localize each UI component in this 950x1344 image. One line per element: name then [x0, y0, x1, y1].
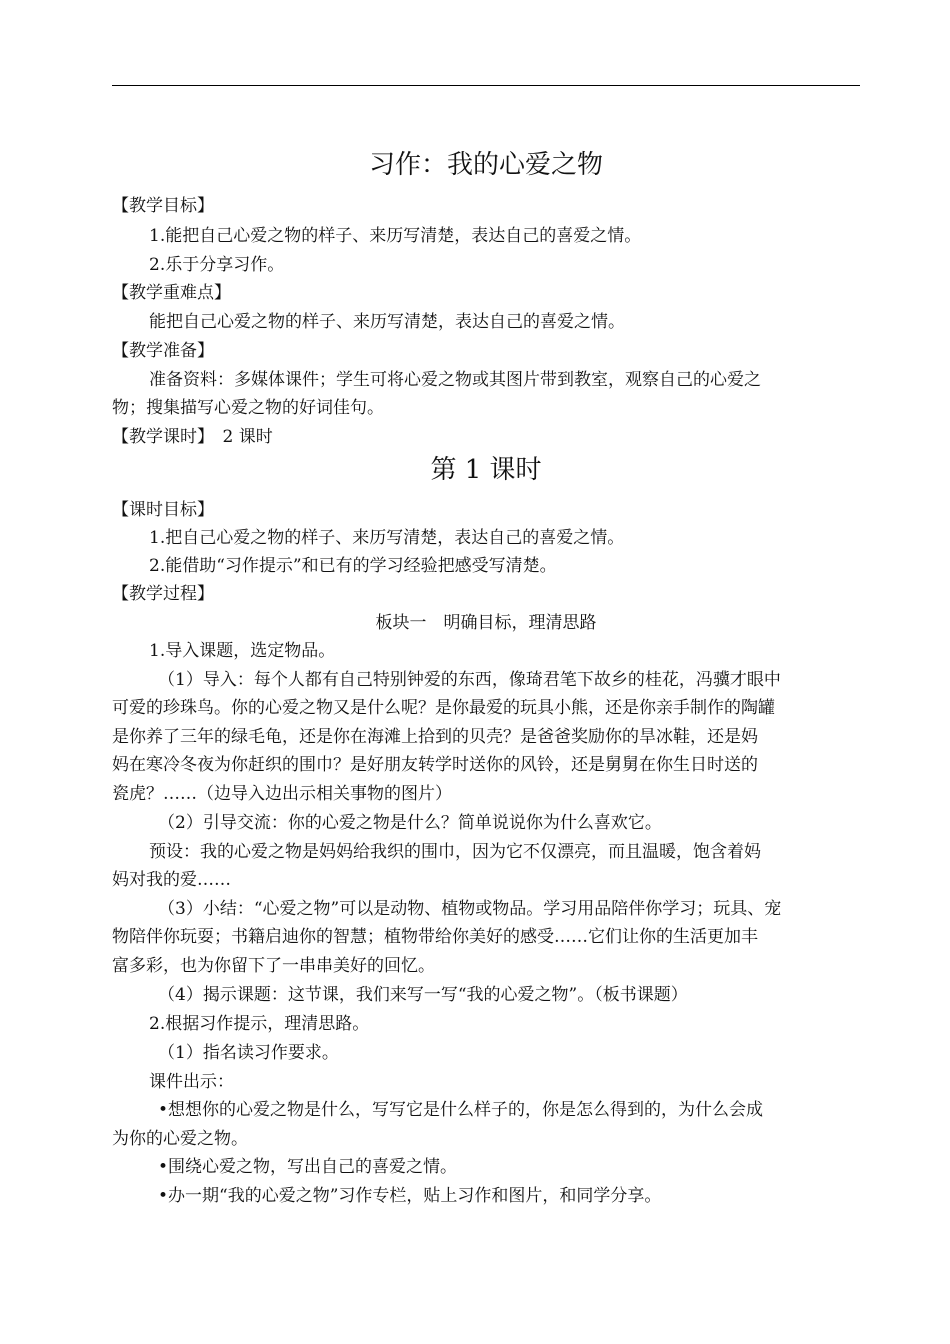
paragraph-line: （4）揭示课题：这节课，我们来写一写“我的心爱之物”。（板书课题） — [158, 985, 688, 1005]
block-title: 板块一 明确目标，理清思路 — [375, 613, 597, 633]
paragraph-line: 妈在寒冷冬夜为你赶织的围巾？是好朋友转学时送你的风铃，还是舅舅在你生日时送的 — [112, 755, 758, 775]
prep-heading: 【教学准备】 — [112, 341, 214, 361]
hours-line: 【教学课时】 2 课时 — [112, 427, 273, 447]
header-rule — [112, 85, 860, 86]
paragraph-line: 富多彩，也为你留下了一串串美好的回忆。 — [112, 956, 435, 976]
step-heading: 2.根据习作提示，理清思路。 — [149, 1014, 370, 1034]
paragraph-line: 物陪伴你玩耍；书籍启迪你的智慧；植物带给你美好的感受……它们让你的生活更加丰 — [112, 927, 758, 947]
paragraph-line: （3）小结：“心爱之物”可以是动物、植物或物品。学习用品陪伴你学习；玩具、宠 — [158, 899, 782, 919]
paragraph-line: （1）导入：每个人都有自己特别钟爱的东西，像琦君笔下故乡的桂花，冯骥才眼中 — [158, 670, 781, 690]
bullet-item-continuation: 为你的心爱之物。 — [112, 1129, 248, 1149]
bullet-item: •围绕心爱之物，写出自己的喜爱之情。 — [158, 1157, 458, 1177]
step-heading: 1.导入课题，选定物品。 — [149, 641, 336, 661]
paragraph-line: （2）引导交流：你的心爱之物是什么？简单说说你为什么喜欢它。 — [158, 813, 662, 833]
paragraph-line: （1）指名读习作要求。 — [158, 1043, 339, 1063]
bullet-item: •办一期“我的心爱之物”习作专栏，贴上习作和图片，和同学分享。 — [158, 1186, 662, 1206]
page-title: 习作：我的心爱之物 — [368, 150, 603, 180]
lesson-heading: 第 1 课时 — [430, 455, 542, 485]
prep-text: 物；搜集描写心爱之物的好词佳句。 — [112, 398, 384, 418]
goal-item: 2.乐于分享习作。 — [149, 255, 285, 275]
goals-heading: 【教学目标】 — [112, 196, 214, 216]
lesson-goal-item: 1.把自己心爱之物的样子、来历写清楚，表达自己的喜爱之情。 — [149, 528, 625, 548]
goal-item: 1.能把自己心爱之物的样子、来历写清楚，表达自己的喜爱之情。 — [149, 226, 642, 246]
key-text: 能把自己心爱之物的样子、来历写清楚，表达自己的喜爱之情。 — [149, 312, 625, 332]
bullet-item: •想想你的心爱之物是什么，写写它是什么样子的，你是怎么得到的，为什么会成 — [158, 1100, 764, 1120]
paragraph-line: 是你养了三年的绿毛龟，还是你在海滩上拾到的贝壳？是爸爸奖励你的旱冰鞋，还是妈 — [112, 727, 758, 747]
paragraph-line: 可爱的珍珠鸟。你的心爱之物又是什么呢？是你最爱的玩具小熊，还是你亲手制作的陶罐 — [112, 698, 775, 718]
paragraph-line: 预设：我的心爱之物是妈妈给我织的围巾，因为它不仅漂亮，而且温暖，饱含着妈 — [149, 842, 761, 862]
prep-text: 准备资料：多媒体课件；学生可将心爱之物或其图片带到教室，观察自己的心爱之 — [149, 370, 761, 390]
process-heading: 【教学过程】 — [112, 584, 214, 604]
paragraph-line: 课件出示： — [149, 1072, 234, 1092]
key-heading: 【教学重难点】 — [112, 283, 231, 303]
lesson-goals-heading: 【课时目标】 — [112, 500, 214, 520]
lesson-goal-item: 2.能借助“习作提示”和已有的学习经验把感受写清楚。 — [149, 556, 557, 576]
paragraph-line: 妈对我的爱…… — [112, 870, 231, 890]
paragraph-line: 瓷虎？……（边导入边出示相关事物的图片） — [112, 784, 452, 804]
